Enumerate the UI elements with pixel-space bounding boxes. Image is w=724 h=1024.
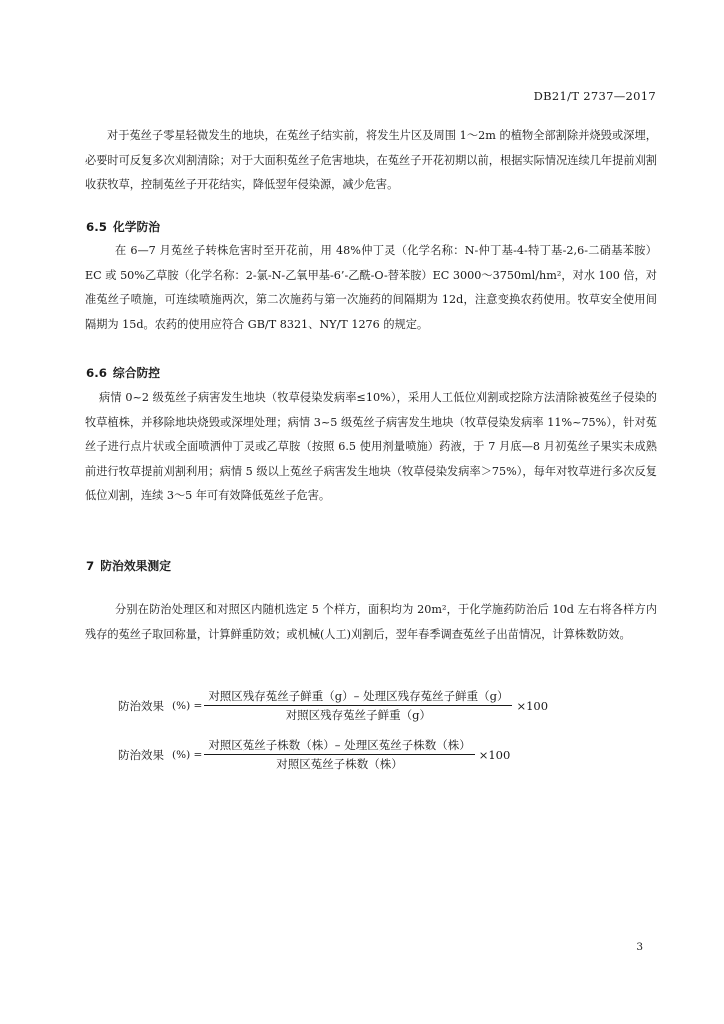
section-title: 化学防治 [112,220,161,234]
paragraph-integrated-control: 病情 0~2 级菟丝子病害发生地块（牧草侵染发病率≤10%），采用人工低位刈割或挖除方法清除被菟丝子侵染的牧草植株，并移除地块烧毁或深埋处理；病情 3~5 级菟丝子病害发生地块（牧草侵染发病率 11%~75%），针对菟丝子进行点片状或全面喷洒仲丁灵或乙草胺（按照 6.5 使用剂量喷施）药液，于 7 月底—8 月初菟丝子果实未成熟前进行牧草提前刈割利用；病情 5 级以上菟丝子病害发生地块（牧草侵染发病率＞75%），每年对牧草进行多次反复低位刈割，连续 3～5 年可有效降低菟丝子危害。 [85,391,657,502]
section-heading-6-6 [86,364,160,381]
section-heading-7 [86,557,171,574]
paragraph-efficacy-measurement: 分别在防治处理区和对照区内随机选定 5 个样方，面积均为 20m²，于化学施药防治后 10d 左右将各样方内残存的菟丝子取回称量，计算鲜重防效；或机械(人工)刈割后，翌年春季调查菟丝子出苗情况，计算株数防效。 [85,603,657,641]
paragraph-mechanical-removal: 对于菟丝子零星轻微发生的地块，在菟丝子结实前，将发生片区及周围 1～2m 的植物全部割除并烧毁或深埋，必要时可反复多次刈割清除；对于大面积菟丝子危害地块，在菟丝子开花初期以前，根据实际情况连续几年提前刈割收获牧草，控制菟丝子开花结实，降低翌年侵染源，减少危害。 [85,129,657,191]
paragraph-chemical-control: 在 6—7 月菟丝子转株危害时至开花前，用 48%仲丁灵（化学名称：N-仲丁基-4-特丁基-2,6-二硝基苯胺）EC 或 50%乙草胺（化学名称：2-氯-N-乙氧甲基-6’-乙酰-O-替苯胺）EC 3000～3750ml/hm²，对水 100 倍，对准菟丝子喷施，可连续喷施两次，第二次施药与第一次施药的间隔期为 12d，注意变换农药使用。牧草安全使用间隔期为 15d。农药的使用应符合 GB/T 8321、NY/T 1276 的规定。 [85,244,657,331]
formula-label: 防治效果 [118,698,164,713]
formula-denominator: 对照区菟丝子株数（株） [276,757,403,771]
formula-plant-count-efficacy [118,737,510,772]
formula-fraction [204,737,474,772]
section-title: 防治效果测定 [100,559,172,573]
section-title: 综合防控 [112,366,161,380]
section-number: 6.5 [86,220,107,234]
formula-multiplier: ×100 [516,698,549,713]
section-number: 6.6 [86,366,107,380]
page-number: 3 [636,941,643,953]
formula-fraction [204,688,512,723]
formula-unit: (%) = [172,699,203,712]
formula-numerator: 对照区残存菟丝子鲜重（g）– 处理区残存菟丝子鲜重（g） [204,688,512,706]
formula-fresh-weight-efficacy [118,688,548,723]
formula-multiplier: ×100 [478,747,511,762]
formula-label: 防治效果 [118,747,164,762]
section-heading-6-5 [86,218,160,235]
formula-numerator: 对照区菟丝子株数（株）– 处理区菟丝子株数（株） [204,737,474,755]
formula-denominator: 对照区残存菟丝子鲜重（g） [285,708,432,722]
section-number: 7 [86,559,95,573]
formula-unit: (%) = [172,748,203,761]
document-code: DB21/T 2737—2017 [533,89,656,103]
